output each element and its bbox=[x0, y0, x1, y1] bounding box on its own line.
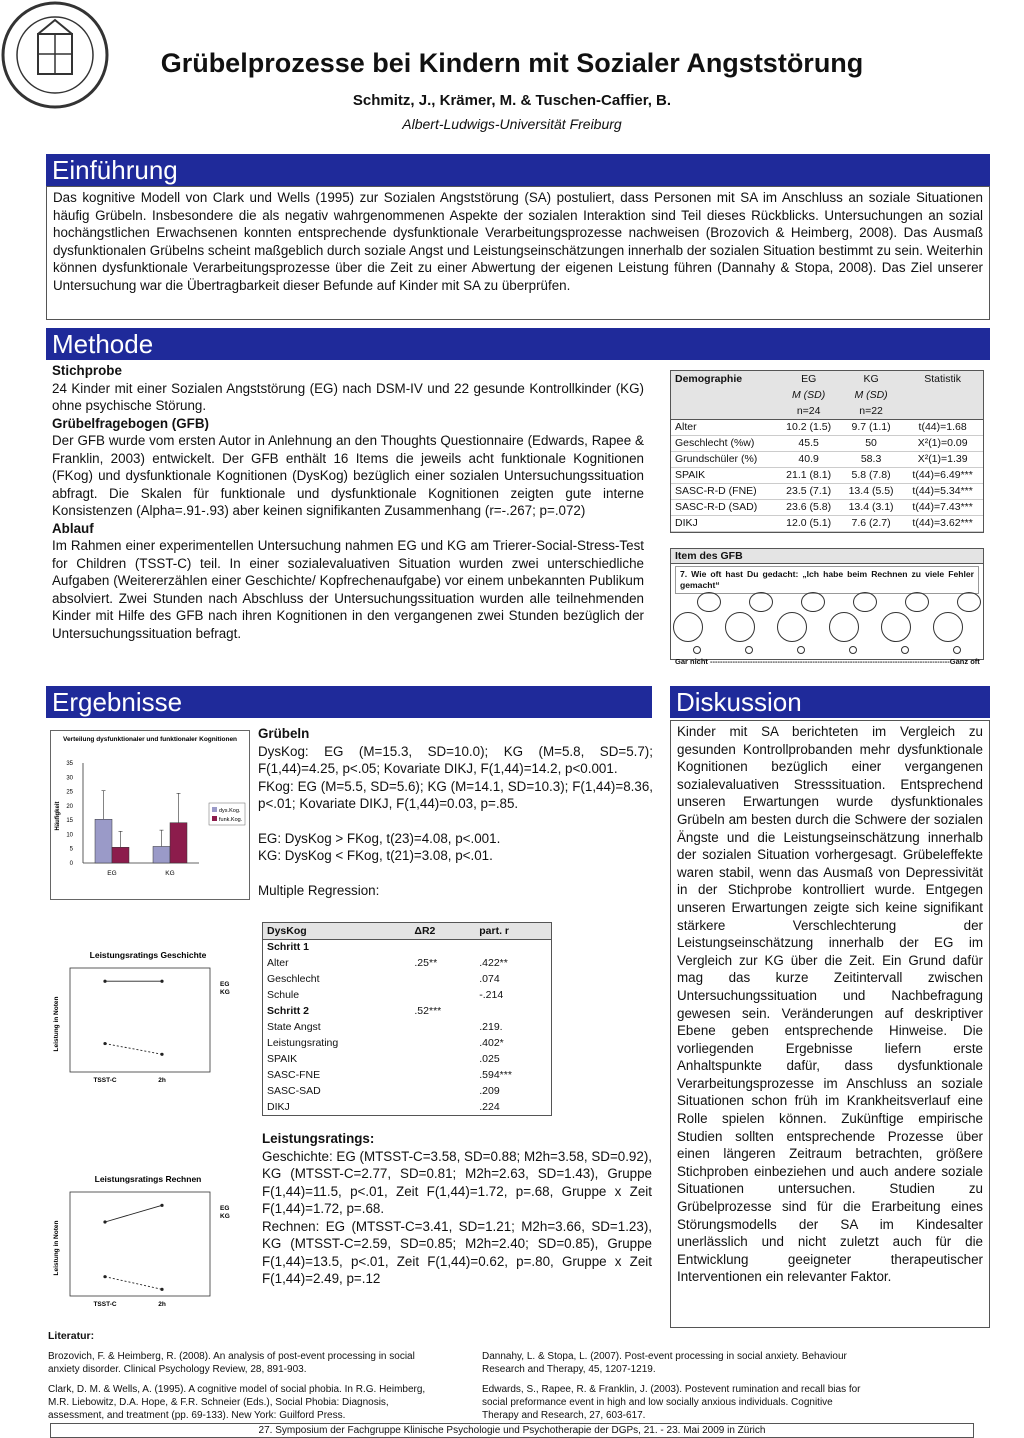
mr-cell: .594*** bbox=[479, 1069, 512, 1081]
compare-kg: KG: DysKog < FKog, t(21)=3.08, p<.01. bbox=[258, 848, 493, 863]
legend-label: EG bbox=[220, 981, 230, 988]
face-icon bbox=[673, 612, 703, 642]
bar bbox=[153, 846, 170, 863]
mr-header: part. r bbox=[475, 923, 551, 939]
university-seal bbox=[0, 0, 120, 120]
demo-subheader: M (SD) bbox=[840, 387, 902, 403]
demo-cell: 7.6 (2.7) bbox=[840, 515, 902, 531]
mr-cell: SASC-FNE bbox=[267, 1069, 321, 1081]
y-axis-label: Leistung in Noten bbox=[53, 996, 60, 1052]
grubeln-fkog: FKog: EG (M=5.5, SD=5.6); KG (M=14.1, SD=10.3); F(1,44)=8.36, p<.01; Kovariate DIKJ, F(1,44)=0.03, p=.85. bbox=[258, 778, 653, 811]
mr-cell: Alter bbox=[267, 957, 289, 969]
demo-cell: 12.0 (5.1) bbox=[777, 515, 839, 531]
demo-row bbox=[671, 467, 983, 483]
gfb-title: Grübelfragebogen (GFB) bbox=[52, 415, 209, 431]
demo-cell: 10.2 (1.5) bbox=[777, 419, 839, 435]
data-point bbox=[160, 1288, 163, 1291]
demo-cell: Geschlecht (%w) bbox=[671, 435, 777, 451]
demo-cell: 50 bbox=[840, 435, 902, 451]
demo-cell: SASC-R-D (SAD) bbox=[671, 499, 777, 515]
chart-title: Leistungsratings Geschichte bbox=[89, 950, 207, 960]
radio-circle-icon bbox=[849, 646, 857, 654]
legend-label: KG bbox=[220, 989, 230, 996]
mr-cell bbox=[475, 939, 551, 955]
thought-bubble-icon bbox=[801, 592, 825, 612]
reference: Clark, D. M. & Wells, A. (1995). A cognitive model of social phobia. In R.G. Heimberg, M.R. Liebowitz, D.A. Hope, & F.R. Schneier (Eds.), Social Phobia: Diagnosis, assessment, and treatment (pp. 69-133). New York: Guilford Press. bbox=[48, 1384, 426, 1421]
einfuehrung-heading: Einführung bbox=[46, 154, 990, 186]
gfb-item-box bbox=[670, 548, 984, 666]
line-chart bbox=[50, 944, 250, 1094]
radio-circle-icon bbox=[693, 646, 701, 654]
mr-row bbox=[263, 1099, 551, 1115]
regression-table bbox=[262, 922, 552, 1116]
authors: Schmitz, J., Krämer, M. & Tuschen-Caffier, B. bbox=[352, 92, 672, 109]
mr-cell: SASC-SAD bbox=[267, 1085, 321, 1097]
mr-cell: Schritt 1 bbox=[267, 941, 310, 954]
mr-cell bbox=[475, 1003, 551, 1019]
legend-swatch bbox=[212, 816, 217, 821]
einfuehrung-section bbox=[46, 154, 990, 320]
mr-cell: .074 bbox=[479, 973, 500, 985]
demo-row bbox=[671, 435, 983, 451]
data-point bbox=[160, 1204, 163, 1207]
gfb-item-title: Item des GFB bbox=[671, 549, 983, 564]
mr-cell bbox=[410, 1051, 475, 1067]
thought-bubble-icon bbox=[749, 592, 773, 612]
literatur-title: Literatur: bbox=[48, 1330, 95, 1342]
y-tick-label: 30 bbox=[66, 775, 73, 782]
data-point bbox=[160, 1053, 163, 1056]
mr-cell: State Angst bbox=[267, 1021, 321, 1033]
mr-row bbox=[263, 987, 551, 1003]
mr-cell: .422** bbox=[479, 957, 508, 969]
mr-cell: -.214 bbox=[479, 989, 504, 1001]
data-point bbox=[103, 1042, 106, 1045]
gfb-option bbox=[829, 600, 877, 654]
mr-cell: .209 bbox=[479, 1085, 500, 1097]
gfb-option bbox=[725, 600, 773, 654]
gfb-option bbox=[881, 600, 929, 654]
demo-header: Demographie bbox=[671, 371, 777, 387]
ergebnisse-heading: Ergebnisse bbox=[46, 686, 652, 718]
gfb-answer-scale bbox=[671, 600, 983, 654]
mr-cell: SPAIK bbox=[267, 1053, 298, 1065]
series-line bbox=[105, 1044, 162, 1055]
demo-row bbox=[671, 515, 983, 531]
gfb-text: Der GFB wurde vom ersten Autor in Anlehnung an den Thoughts Questionnaire (Edwards, Rapee & Franklin, 2003) entwickelt. Der GFB enthält 16 Items die jeweils acht funktionale Kognitionen (FKog) und dysfunktionale Kognitionen (DysKog) bezüglich einer sozialen Untersuchungssituation abfragt. Die Skalen für funktionale und dysfunktionale Kognitionen zeigten gute interne Konsistenzen (Alpha=.91-.93) aber keinen signifikanten Zusammenhang (r=-.267; p=.072) bbox=[52, 433, 644, 518]
demo-cell: 9.7 (1.1) bbox=[840, 419, 902, 435]
gfb-option bbox=[673, 600, 721, 654]
demo-cell: t(44)=6.49*** bbox=[902, 467, 983, 483]
mr-row bbox=[263, 1067, 551, 1083]
demo-cell: X²(1)=0.09 bbox=[902, 435, 983, 451]
mr-row bbox=[263, 939, 551, 955]
mr-header: DysKog bbox=[263, 923, 410, 939]
bar bbox=[112, 847, 129, 863]
thought-bubble-icon bbox=[853, 592, 877, 612]
demo-header: KG bbox=[840, 371, 902, 387]
affiliation: Albert-Ludwigs-Universität Freiburg bbox=[402, 116, 622, 132]
demo-cell: 5.8 (7.8) bbox=[840, 467, 902, 483]
demo-cell: t(44)=3.62*** bbox=[902, 515, 983, 531]
legend-label: funk.Kog. bbox=[219, 817, 243, 823]
grubeln-title: Grübeln bbox=[258, 726, 310, 741]
bar bbox=[95, 819, 112, 863]
gfb-option bbox=[777, 600, 825, 654]
demo-subheader: n=24 bbox=[777, 403, 839, 419]
y-tick-label: 5 bbox=[69, 846, 73, 853]
y-axis-label: Häufigkeit bbox=[55, 801, 61, 831]
mr-header: ΔR2 bbox=[410, 923, 475, 939]
mr-cell bbox=[410, 1099, 475, 1115]
legend-label: dys.Kog. bbox=[219, 808, 241, 814]
mr-cell: .025 bbox=[479, 1053, 500, 1065]
mr-cell: .52*** bbox=[414, 1005, 442, 1017]
ergebnisse-text bbox=[258, 725, 653, 899]
chart-title: Verteilung dysfunktionaler und funktionaler Kognitionen bbox=[62, 736, 238, 743]
x-tick-label: TSST-C bbox=[93, 1077, 117, 1084]
demo-cell: 13.4 (5.5) bbox=[840, 483, 902, 499]
data-point bbox=[103, 1220, 106, 1223]
thought-bubble-icon bbox=[957, 592, 981, 612]
mr-cell: Schule bbox=[267, 989, 300, 1001]
gfb-option bbox=[933, 600, 981, 654]
mr-cell bbox=[410, 1019, 475, 1035]
x-tick-label: EG bbox=[107, 870, 117, 877]
data-point bbox=[103, 980, 106, 983]
demo-cell: t(44)=5.34*** bbox=[902, 483, 983, 499]
mr-cell: Geschlecht bbox=[267, 973, 320, 985]
demo-cell: t(44)=1.68 bbox=[902, 419, 983, 435]
data-point bbox=[103, 1275, 106, 1278]
x-tick-label: KG bbox=[165, 870, 175, 877]
x-tick-label: TSST-C bbox=[93, 1301, 117, 1308]
methode-text bbox=[46, 360, 650, 682]
demo-subheader: n=22 bbox=[840, 403, 902, 419]
demo-cell: 40.9 bbox=[777, 451, 839, 467]
bar-chart bbox=[51, 731, 249, 899]
thought-bubble-icon bbox=[905, 592, 929, 612]
demo-cell: 13.4 (3.1) bbox=[840, 499, 902, 515]
mr-row bbox=[263, 971, 551, 987]
reference: Edwards, S., Rapee, R. & Franklin, J. (2003). Postevent rumination and recall bias for social preformance event in high and low socially anxious individuals. Cognitive Therapy and Research, 27, 603-617. bbox=[482, 1384, 861, 1421]
demo-row bbox=[671, 499, 983, 515]
face-icon bbox=[881, 612, 911, 642]
face-icon bbox=[725, 612, 755, 642]
ablauf-title: Ablauf bbox=[52, 520, 94, 536]
lr-rechnen: Rechnen: EG (MTSST-C=3.41, SD=1.21; M2h=3.66, SD=1.23), KG (MTSST-C=2.59, SD=0.85; M2h=2.40; SD=0.85), Gruppe F(1,44)=13.5, p<.01, Zeit F(1,44)=0.62, p=.80, Gruppe x Zeit F(1,44)=2.49, p=.12 bbox=[262, 1218, 652, 1286]
mr-cell bbox=[410, 1067, 475, 1083]
mr-cell bbox=[410, 1035, 475, 1051]
chart-title: Leistungsratings Rechnen bbox=[94, 1174, 202, 1184]
chart-rechnen bbox=[50, 1168, 250, 1318]
demo-header: EG bbox=[777, 371, 839, 387]
demo-cell: SPAIK bbox=[671, 467, 777, 483]
mr-cell bbox=[410, 1083, 475, 1099]
stichprobe-text: 24 Kinder mit einer Sozialen Angststörung (EG) nach DSM-IV und 22 gesunde Kontrollkinder (KG) ohne psychische Störung. bbox=[52, 380, 644, 413]
mr-row bbox=[263, 1083, 551, 1099]
thought-bubble-icon bbox=[697, 592, 721, 612]
demo-cell: t(44)=7.43*** bbox=[902, 499, 983, 515]
y-tick-label: 10 bbox=[66, 832, 73, 839]
radio-circle-icon bbox=[953, 646, 961, 654]
lr-geschichte: Geschichte: EG (MTSST-C=3.58, SD=0.88; M2h=3.58, SD=0.92), KG (MTSST-C=2.77, SD=0.81; M2h=2.63, SD=1.43), Gruppe F(1,44)=11.5, p<.01, Zeit F(1,44)=1.72, p=.68, Gruppe x Zeit F(1,44)=1.72, p=.68. bbox=[262, 1148, 653, 1216]
demo-cell: DIKJ bbox=[671, 515, 777, 531]
y-tick-label: 25 bbox=[66, 789, 73, 796]
demo-cell: Alter bbox=[671, 419, 777, 435]
demo-cell: Grundschüler (%) bbox=[671, 451, 777, 467]
mr-cell: Schritt 2 bbox=[267, 1005, 310, 1017]
ablauf-text: Im Rahmen einer experimentellen Untersuchung nahmen EG und KG am Trierer-Social-Stress-Test for Children (TSST-C) teil. In einer sozialevaluativen Situation wurden zwei unterschiedliche Aufgaben (Weitererzählen einer Geschichte/ Kopfrechenaufgabe) vor einem unbekannten Publikum absolviert. Zwei Stunden nach Abschluss der Untersuchungssituation wurden alle teilnehmenden Kinder mit Hilfe des GFB nach ihren Kognitionen in den vergangenen zwei Stunden bezüglich der Untersuchungssituation befragt. bbox=[52, 538, 644, 641]
demo-cell: 23.6 (5.8) bbox=[777, 499, 839, 515]
reference: Brozovich, F. & Heimberg, R. (2008). An analysis of post-event processing in social anxiety disorder. Clinical Psychology Review, 28, 891-903. bbox=[48, 1351, 415, 1375]
face-icon bbox=[933, 612, 963, 642]
y-axis-label: Leistung in Noten bbox=[53, 1220, 60, 1276]
demo-row bbox=[671, 419, 983, 435]
chart-geschichte bbox=[50, 944, 250, 1094]
gfb-scale-label: Gar nicht ------------------------------------------------------------------------------------------------Ganz oft bbox=[675, 657, 980, 666]
mr-cell: Leistungsrating bbox=[267, 1037, 339, 1049]
plot-frame bbox=[70, 968, 210, 1072]
leistungsratings-text bbox=[262, 1130, 652, 1288]
demographie-table bbox=[670, 370, 984, 533]
mr-cell bbox=[410, 971, 475, 987]
gfb-item-question: 7. Wie oft hast Du gedacht: „Ich habe beim Rechnen zu viele Fehler gemacht“ bbox=[675, 566, 979, 594]
demo-row bbox=[671, 451, 983, 467]
legend-label: KG bbox=[220, 1213, 230, 1220]
mr-row bbox=[263, 955, 551, 971]
x-tick-label: 2h bbox=[158, 1077, 166, 1084]
legend-label: EG bbox=[220, 1205, 230, 1212]
data-point bbox=[160, 980, 163, 983]
diskussion-text: Kinder mit SA berichteten im Vergleich zu gesunden Kontrollprobanden mehr dysfunktionale Kognitionen bezüglich einer vergangenen sozialevaluativen Stresssituation. Entsprechend unseren Erwartungen wurde dysfunktionales Grübeln am besten durch die Schwere der sozialen Ängste und die Leistungseinschätzung innerhalb der sozialen Situation vorhergesagt. Grübeleffekte waren stabil, wenn das Ausmaß von Depressivität in der Stichprobe kontrolliert wurde. Entgegen unseren Erwartungen zeigte sich keine signifikant stärkere Verschlechterung der Leistungseinschätzung innerhalb der EG im Vergleich zur KG über die Zeit. Ein Grund dafür mag das kurze Zeitintervall zwischen Untersuchungssituation und Nachbefragung gewesen sein. Veränderungen auf deskriptiver Ebene geben entsprechende Hinweise. Die vorliegenden Ergebnisse liefern erste Anhaltspunkte dafür, dass dysfunktionale Verarbeitungsprozesse im Anschluss an soziale Situationen schon früh im Krankheitsverlauf eine Rolle spielen können. Zukünftige empirische Studien sollten entsprechende Prozesse über einen längeren Zeitraum betrachten, größere Stichproben einbeziehen und auch andere soziale Situationen untersuchen. Studien zu Grübelprozesse sind für die Erarbeitung eines Störungsmodells der SA im Kindesalter unerlässlich und nicht zuletzt auch für die Entwicklung geeigneter therapeutischer Interventionen ein relevanter Faktor. bbox=[670, 720, 990, 1328]
lr-title: Leistungsratings: bbox=[262, 1131, 375, 1146]
einfuehrung-text: Das kognitive Modell von Clark und Wells (1995) zur Sozialen Angststörung (SA) postuliert, dass Personen mit SA im Anschluss an soziale Situationen häufig Grübeln. Insbesondere die als negativ wahrgenommenen Aspekte der sozialen Interaktion sind Teil dieses Rückblicks. Untersuchungen an sozial hochängstlichen Erwachsenen konnten entsprechende dysfunktionale Verarbeitungsprozesse nachweisen (Brozovich & Heimberg, 2008). Das Ausmaß dysfunktionalen Grübelns scheint maßgeblich durch soziale Angst und Leistungseinschätzungen innerhalb der sozialen Situation bestimmt zu sein. Weiterhin können dysfunktionale Verarbeitungsprozesse über die Zeit zu einer Abwertung der eigenen Leistung führen (Dannahy & Stopa, 2008). Das Ziel unserer Untersuchung war die Übertragbarkeit dieser Befunde auf Kinder mit SA zu überprüfen. bbox=[46, 186, 990, 320]
demo-cell: X²(1)=1.39 bbox=[902, 451, 983, 467]
radio-circle-icon bbox=[797, 646, 805, 654]
ergebnisse-section bbox=[46, 686, 652, 718]
grubeln-dyskog: DysKog: EG (M=15.3, SD=10.0); KG (M=5.8, SD=5.7); F(1,44)=4.25, p<.05; Kovariate DIKJ, F(1,44)=14.2, p<0.001. bbox=[258, 743, 653, 776]
demo-header: Statistik bbox=[902, 371, 983, 387]
mr-title: Multiple Regression: bbox=[258, 882, 380, 898]
diskussion-heading: Diskussion bbox=[670, 686, 990, 718]
bar bbox=[170, 823, 187, 863]
mr-row bbox=[263, 1003, 551, 1019]
demo-cell: 23.5 (7.1) bbox=[777, 483, 839, 499]
mr-cell: .25** bbox=[414, 957, 438, 969]
mr-cell: .219. bbox=[479, 1021, 503, 1033]
x-tick-label: 2h bbox=[158, 1301, 166, 1308]
mr-cell: .224 bbox=[479, 1101, 500, 1113]
face-icon bbox=[829, 612, 859, 642]
methode-heading: Methode bbox=[46, 328, 990, 360]
poster-title: Grübelprozesse bei Kindern mit Sozialer Angststörung bbox=[160, 48, 864, 78]
demo-cell: SASC-R-D (FNE) bbox=[671, 483, 777, 499]
mr-row bbox=[263, 1019, 551, 1035]
diskussion-section bbox=[670, 686, 990, 718]
compare-eg: EG: DysKog > FKog, t(23)=4.08, p<.001. bbox=[258, 830, 501, 846]
chart-kognitionen bbox=[50, 730, 250, 900]
methode-section bbox=[46, 328, 990, 360]
demo-row bbox=[671, 483, 983, 499]
y-tick-label: 20 bbox=[66, 803, 73, 810]
radio-circle-icon bbox=[901, 646, 909, 654]
demo-cell: 45.5 bbox=[777, 435, 839, 451]
y-tick-label: 0 bbox=[69, 861, 73, 867]
mr-cell bbox=[410, 939, 475, 955]
face-icon bbox=[777, 612, 807, 642]
y-tick-label: 15 bbox=[66, 818, 73, 825]
demo-cell: 58.3 bbox=[840, 451, 902, 467]
mr-cell bbox=[410, 987, 475, 1003]
y-tick-label: 35 bbox=[66, 761, 73, 767]
stichprobe-title: Stichprobe bbox=[52, 363, 122, 378]
footer: 27. Symposium der Fachgruppe Klinische Psychologie und Psychotherapie der DGPs, 21. - 23. Mai 2009 in Zürich bbox=[50, 1423, 974, 1438]
plot-frame bbox=[70, 1192, 210, 1296]
radio-circle-icon bbox=[745, 646, 753, 654]
mr-row bbox=[263, 1051, 551, 1067]
mr-cell: .402* bbox=[479, 1037, 504, 1049]
series-line bbox=[105, 1277, 162, 1290]
reference: Dannahy, L. & Stopa, L. (2007). Post-event processing in social anxiety. Behaviour Research and Therapy, 45, 1207-1219. bbox=[482, 1351, 847, 1375]
mr-cell: DIKJ bbox=[267, 1101, 290, 1113]
demo-cell: 21.1 (8.1) bbox=[777, 467, 839, 483]
legend-swatch bbox=[212, 807, 217, 812]
line-chart bbox=[50, 1168, 250, 1318]
mr-row bbox=[263, 1035, 551, 1051]
demo-subheader: M (SD) bbox=[777, 387, 839, 403]
series-line bbox=[105, 1205, 162, 1222]
